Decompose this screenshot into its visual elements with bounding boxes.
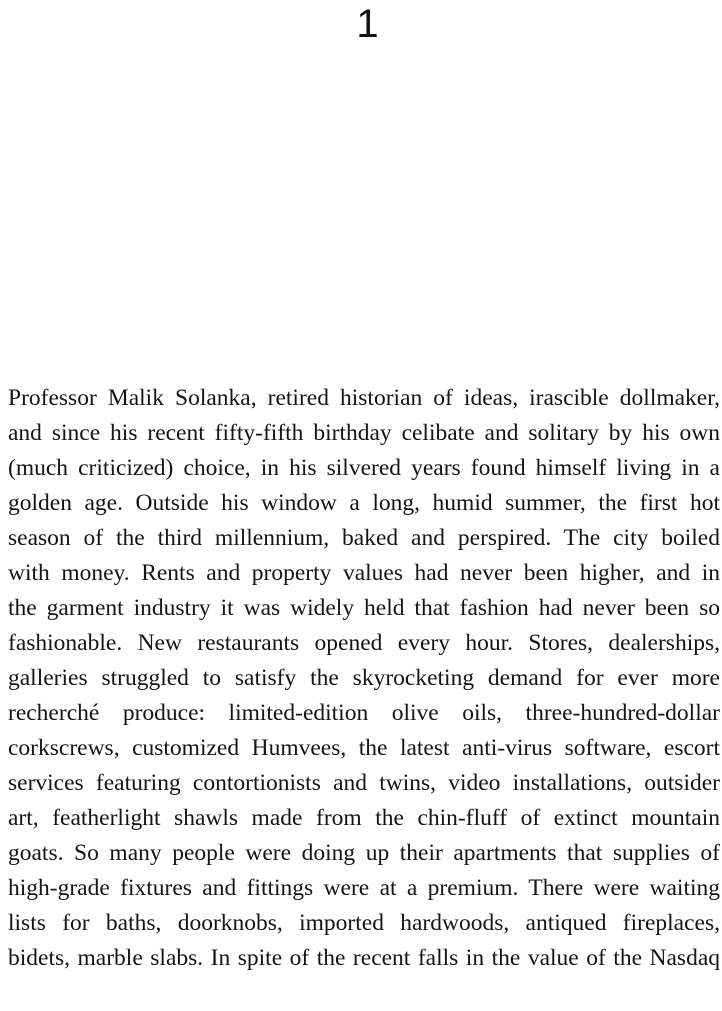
text-line: recherché produce: limited-edition olive oils, three-hundred-dollar [8, 700, 720, 726]
text-line: corkscrews, customized Humvees, the latest anti-virus software, escort [8, 735, 720, 761]
text-line: the garment industry it was widely held that fashion had never been so [8, 595, 720, 621]
text-line: and since his recent fifty-fifth birthday celibate and solitary by his own [8, 420, 720, 446]
text-line: art, featherlight shawls made from the chin-fluff of extinct mountain [8, 805, 720, 831]
text-line: goats. So many people were doing up their apartments that supplies of [8, 840, 720, 866]
text-line: services featuring contortionists and twins, video installations, outsider [8, 770, 720, 796]
text-line: Professor Malik Solanka, retired historian of ideas, irascible dollmaker, [8, 385, 720, 411]
text-line: bidets, marble slabs. In spite of the recent falls in the value of the Nasdaq [8, 945, 720, 971]
text-line: lists for baths, doorknobs, imported hardwoods, antiqued fireplaces, [8, 910, 720, 936]
text-line: season of the third millennium, baked and perspired. The city boiled [8, 525, 720, 551]
chapter-number: 1 [356, 2, 379, 46]
text-line: galleries struggled to satisfy the skyrocketing demand for ever more [8, 665, 720, 691]
text-line: fashionable. New restaurants opened every hour. Stores, dealerships, [8, 630, 720, 656]
text-line: with money. Rents and property values had never been higher, and in [8, 560, 720, 586]
text-line: (much criticized) choice, in his silvered years found himself living in a [8, 455, 720, 481]
chapter-body-text [8, 381, 720, 976]
text-line: golden age. Outside his window a long, humid summer, the first hot [8, 490, 720, 516]
text-line: high-grade fixtures and fittings were at a premium. There were waiting [8, 875, 720, 901]
